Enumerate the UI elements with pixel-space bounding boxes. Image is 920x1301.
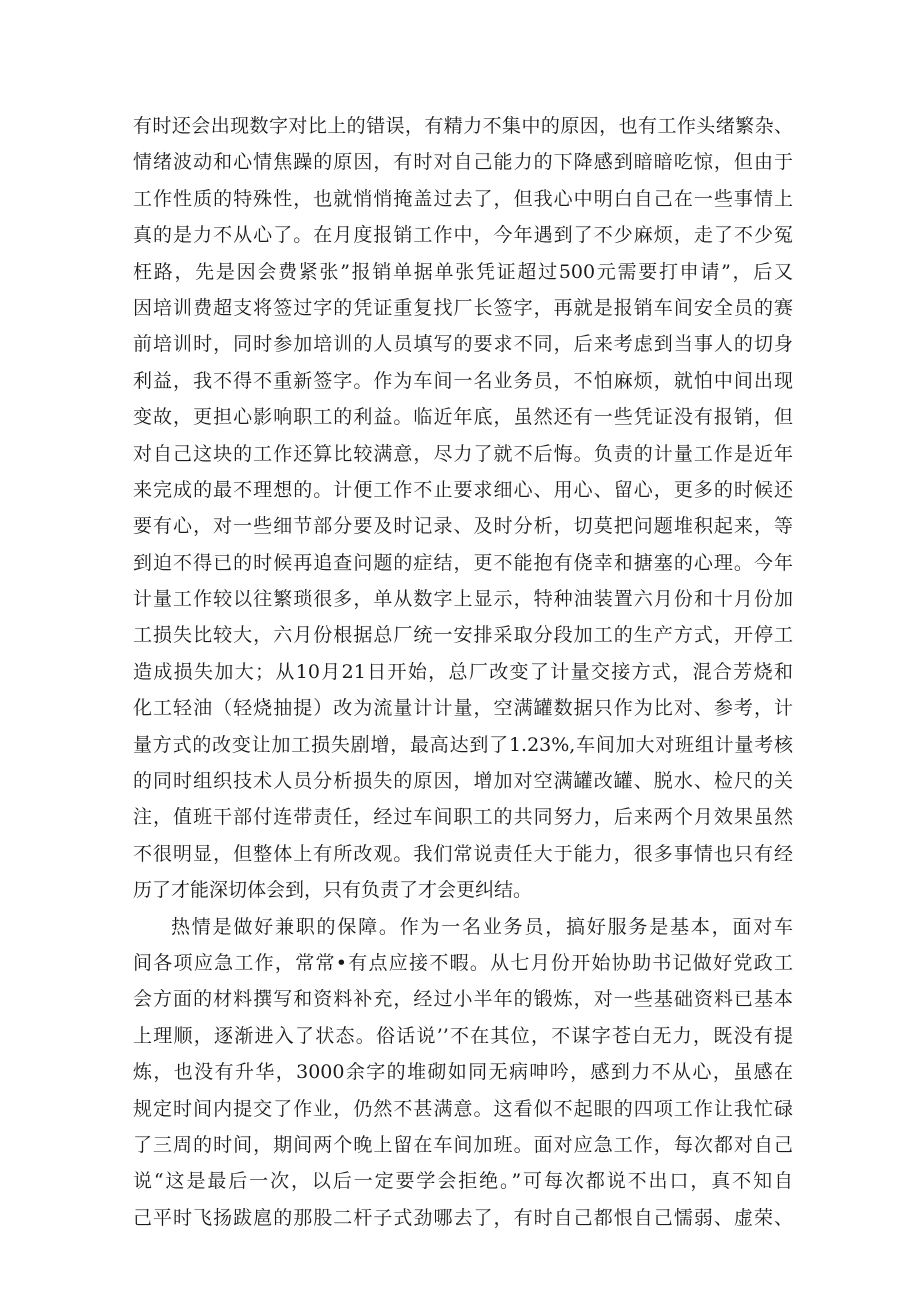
text-line: 真的是力不从心了。在月度报销工作中，今年遇到了不少麻烦，走了不少冤 (133, 224, 793, 247)
text-line: 历了才能深切体会到，只有负责了才会更纠结。 (133, 879, 533, 902)
text-line: 会方面的材料撰写和资料补充，经过小半年的锻炼，对一些基础资料已基本 (133, 988, 793, 1011)
text-line: 到迫不得已的时候再追查问题的症结，更不能抱有侥幸和搪塞的心理。今年 (133, 551, 793, 574)
body-text (133, 108, 793, 1236)
text-line: 前培训时，同时参加培训的人员填写的要求不同，后来考虑到当事人的切身 (133, 333, 793, 356)
text-line: 规定时间内提交了作业，仍然不甚满意。这看似不起眼的四项工作让我忙碌 (133, 1097, 793, 1120)
text-line: 枉路，先是因会费紧张”报销单据单张凭证超过500元需要打申请”，后又 (133, 260, 793, 283)
text-line: 量方式的改变让加工损失剧增，最高达到了1.23%,车间加大对班组计量考核 (133, 733, 793, 756)
paragraph-2 (133, 909, 793, 1237)
text-line: 对自己这块的工作还算比较满意，尽力了就不后悔。负责的计量工作是近年 (133, 442, 793, 465)
text-line: 的同时组织技术人员分析损失的原因，增加对空满罐改罐、脱水、检尺的关 (133, 770, 793, 793)
text-line: 计量工作较以往繁琐很多，单从数字上显示，特种油装置六月份和十月份加 (133, 588, 793, 611)
text-line: 了三周的时间，期间两个晚上留在车间加班。面对应急工作，每次都对自己 (133, 1133, 793, 1156)
text-line: 注，值班干部付连带责任，经过车间职工的共同努力，后来两个月效果虽然 (133, 806, 793, 829)
text-line: 工损失比较大，六月份根据总厂统一安排采取分段加工的生产方式，开停工 (133, 624, 793, 647)
text-line: 炼，也没有升华，3000余字的堆砌如同无病呻吟，感到力不从心，虽感在 (133, 1061, 793, 1084)
text-line: 有时还会出现数字对比上的错误，有精力不集中的原因，也有工作头绪繁杂、 (133, 115, 793, 137)
text-line: 变故，更担心影响职工的利益。临近年底，虽然还有一些凭证没有报销，但 (133, 406, 793, 429)
text-line: 间各项应急工作，常常•有点应接不暇。从七月份开始协助书记做好党政工 (133, 951, 793, 974)
paragraph-1 (133, 108, 793, 909)
text-line: 造成损失加大；从10月21日开始，总厂改变了计量交接方式，混合芳烧和 (133, 660, 793, 683)
text-line: 热情是做好兼职的保障。作为一名业务员，搞好服务是基本，面对车 (171, 915, 793, 938)
text-line: 要有心，对一些细节部分要及时记录、及时分析，切莫把问题堆积起来，等 (133, 515, 793, 538)
text-line: 工作性质的特殊性，也就悄悄掩盖过去了，但我心中明白自己在一些事情上 (133, 187, 793, 210)
text-line: 来完成的最不理想的。计便工作不止要求细心、用心、留心，更多的时候还 (133, 478, 793, 501)
text-line: 不很明显，但整体上有所改观。我们常说责任大于能力，很多事情也只有经 (133, 842, 793, 865)
text-line: 因培训费超支将签过字的凭证重复找厂长签字，再就是报销车间安全员的赛 (133, 296, 793, 319)
text-line: 上理顺，逐渐进入了状态。俗话说’’不在其位，不谋字苍白无力，既没有提 (133, 1024, 793, 1047)
text-line: 情绪波动和心情焦躁的原因，有时对自己能力的下降感到暗暗吃惊，但由于 (133, 151, 793, 174)
text-line: 化工轻油（轻烧抽提）改为流量计计量，空满罐数据只作为比对、参考，计 (133, 697, 793, 720)
text-line: 利益，我不得不重新签字。作为车间一名业务员，不怕麻烦，就怕中间出现 (133, 369, 793, 392)
text-line: 己平时飞扬跋扈的那股二杆子式劲哪去了，有时自己都恨自己懦弱、虚荣、 (133, 1206, 793, 1229)
text-line: 说“这是最后一次，以后一定要学会拒绝。”可每次都说不出口，真不知自 (133, 1170, 793, 1193)
